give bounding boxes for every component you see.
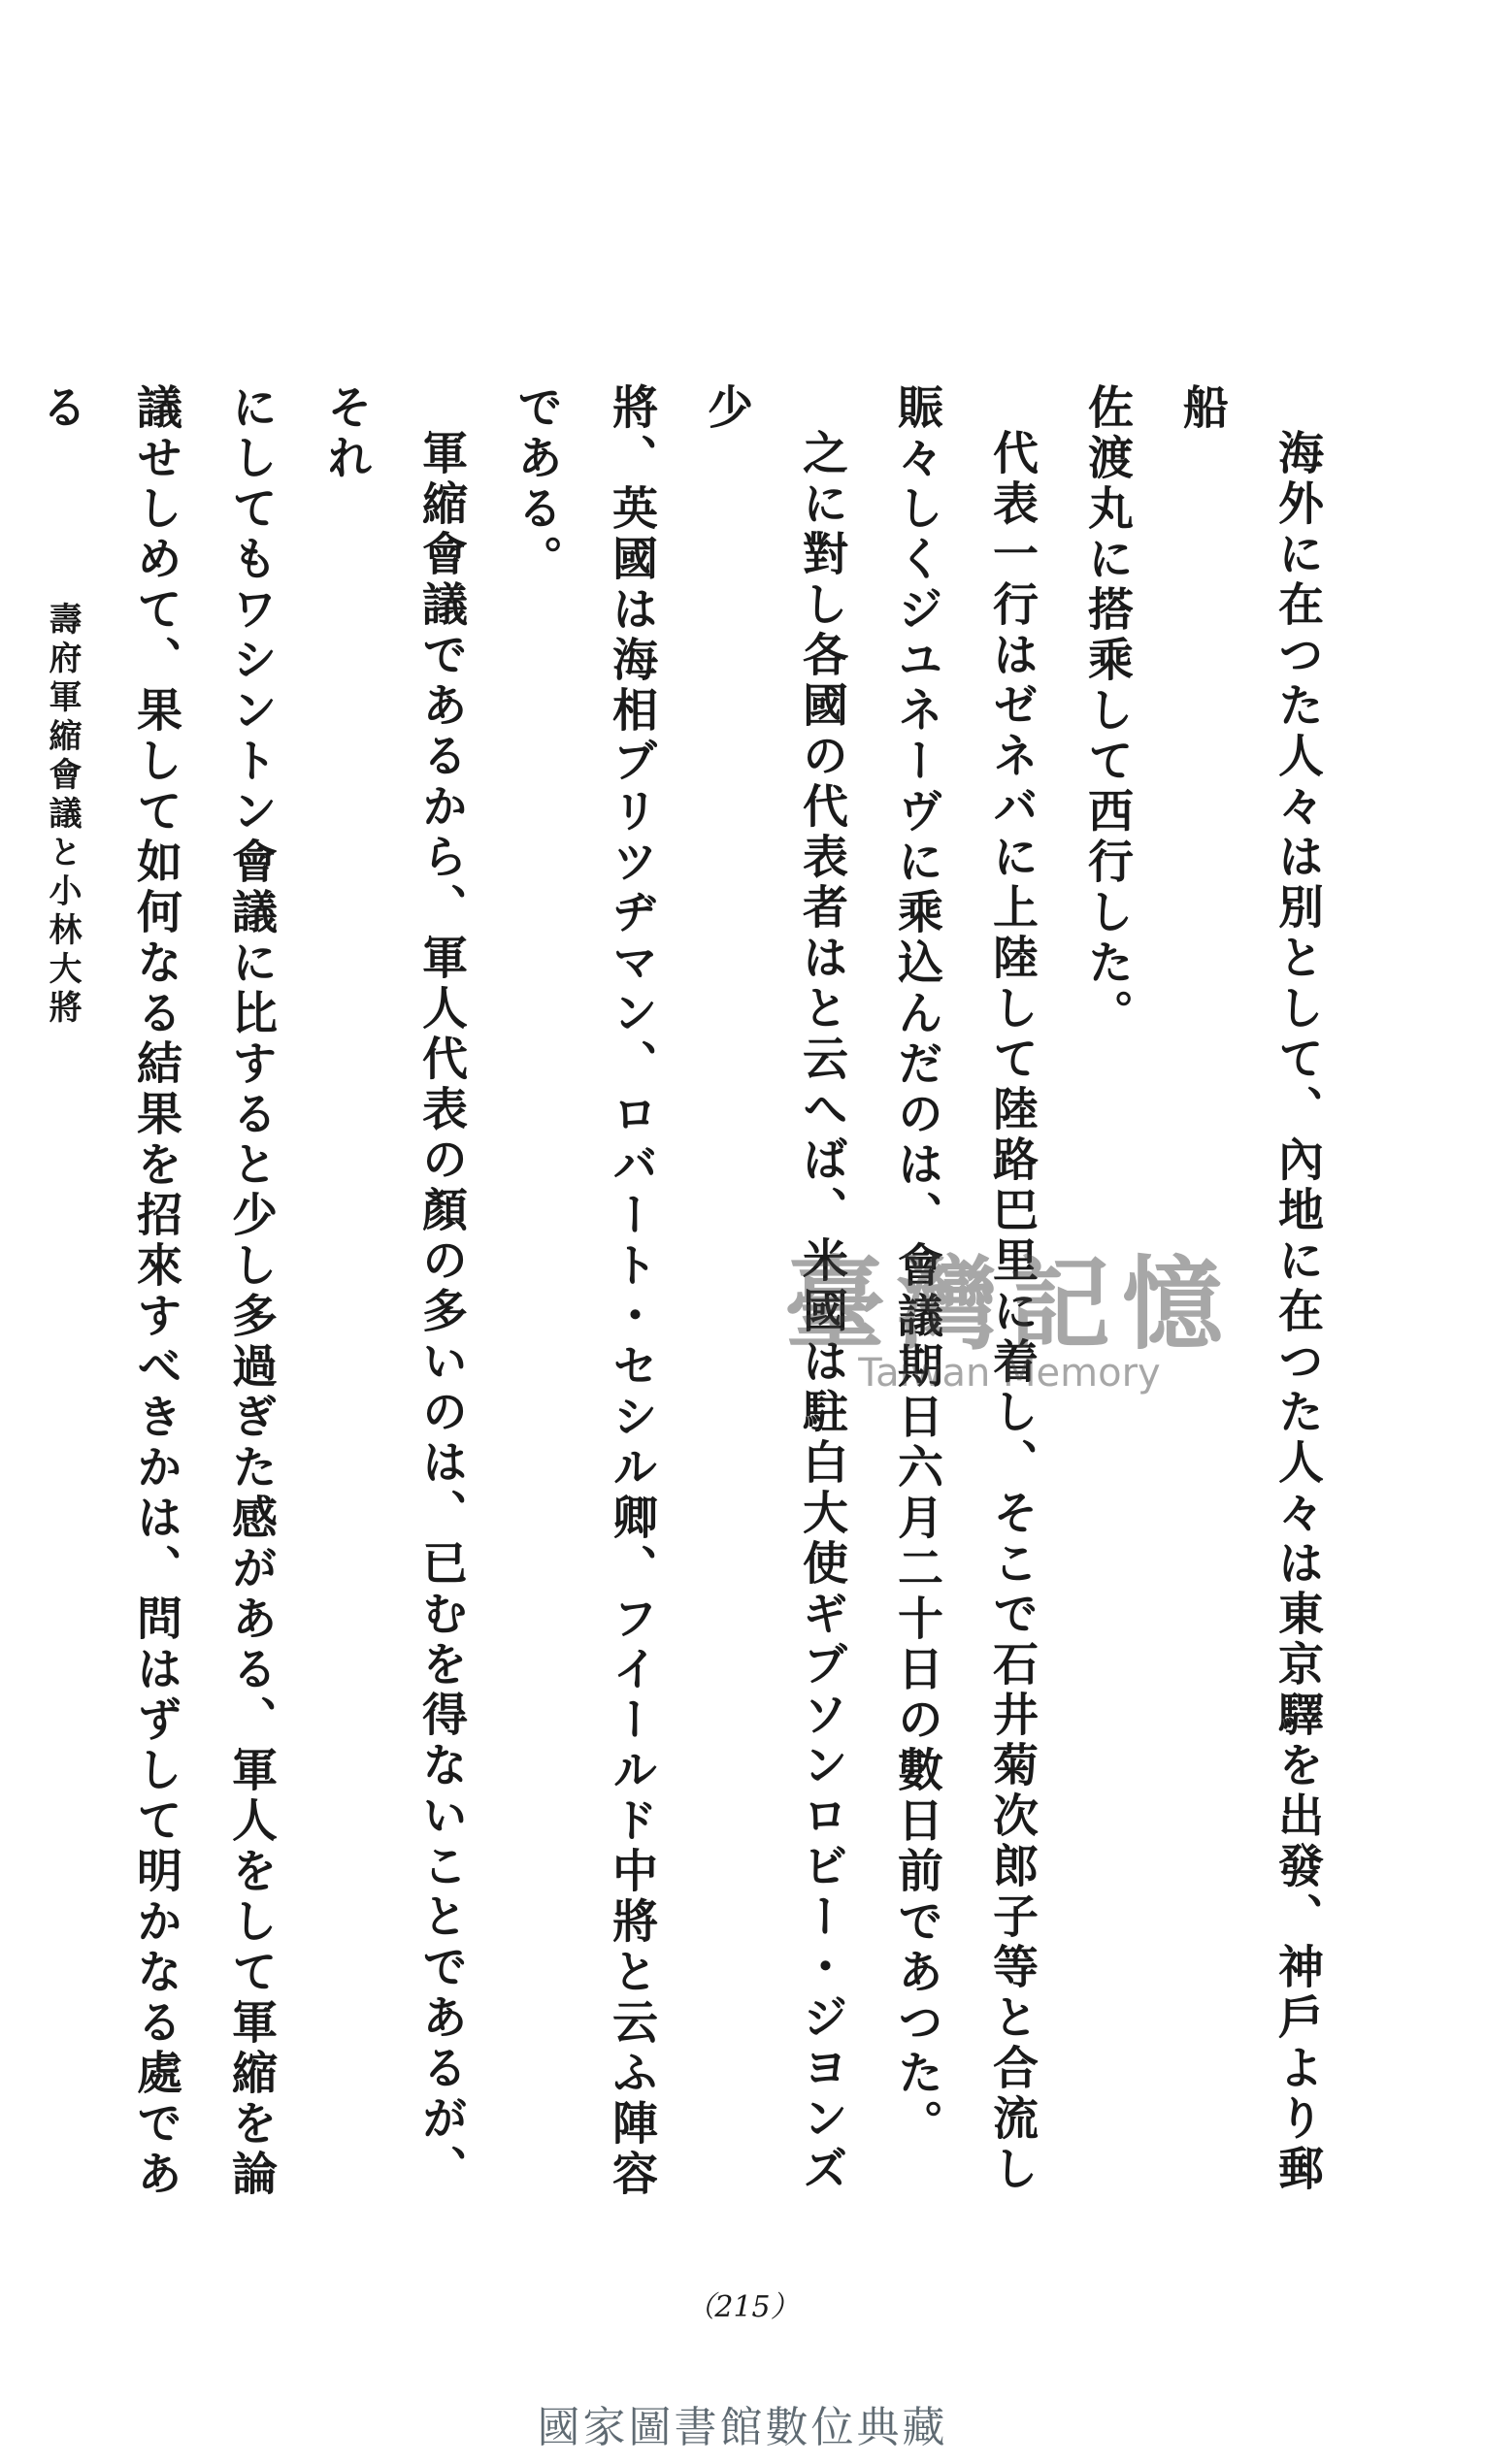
text-line: 佐渡丸に搭乘して西行した。 — [1080, 383, 1134, 1039]
watermark-main: 臺灣記憶 — [783, 1245, 1235, 1363]
text-line: 將、英國は海相ブリツヂマン、ロバート・セシル卿、フイールド中將と云ふ陣容である。 — [510, 383, 658, 2200]
text-line: 軍縮會議であるから、軍人代表の顏の多いのは、已むを得ないことであるが、それ — [319, 383, 468, 2195]
text-line: 之に對し各國の代表者はと云へば、米國は駐白大使ギブソンロビー・ジヨンズ少 — [700, 383, 848, 2195]
text-line — [0, 383, 13, 2208]
text-line: にしてもワシントン會議に比すると少し多過ぎた感がある、軍人をして軍縮を論 — [224, 383, 278, 2200]
watermark-sub: Taiwan Memory — [858, 1351, 1161, 1396]
running-head: 壽府軍縮會議と小林大將 — [43, 602, 82, 1029]
text-line: 代表一行はゼネバに上陸して陸路巴里に着し、そこで石井菊次郎子等と合流し — [985, 429, 1039, 2195]
footer-caption: 國家圖書館數位典藏 — [537, 2403, 948, 2452]
text-line: 賑々しくジユネーヴに乘込んだのは、會議期日六月二十日の數日前であつた。 — [890, 383, 943, 2150]
watermark — [738, 1223, 1281, 1396]
text-line: 海外に在つた人々は別として、內地に在つた人々は東京驛を出發、神戶より郵船 — [1175, 383, 1324, 2195]
page-number: （215） — [685, 2290, 800, 2324]
text-line: 議せしめて、果して如何なる結果を招來すべきかは、問はずして明かなる處である — [34, 383, 182, 2200]
